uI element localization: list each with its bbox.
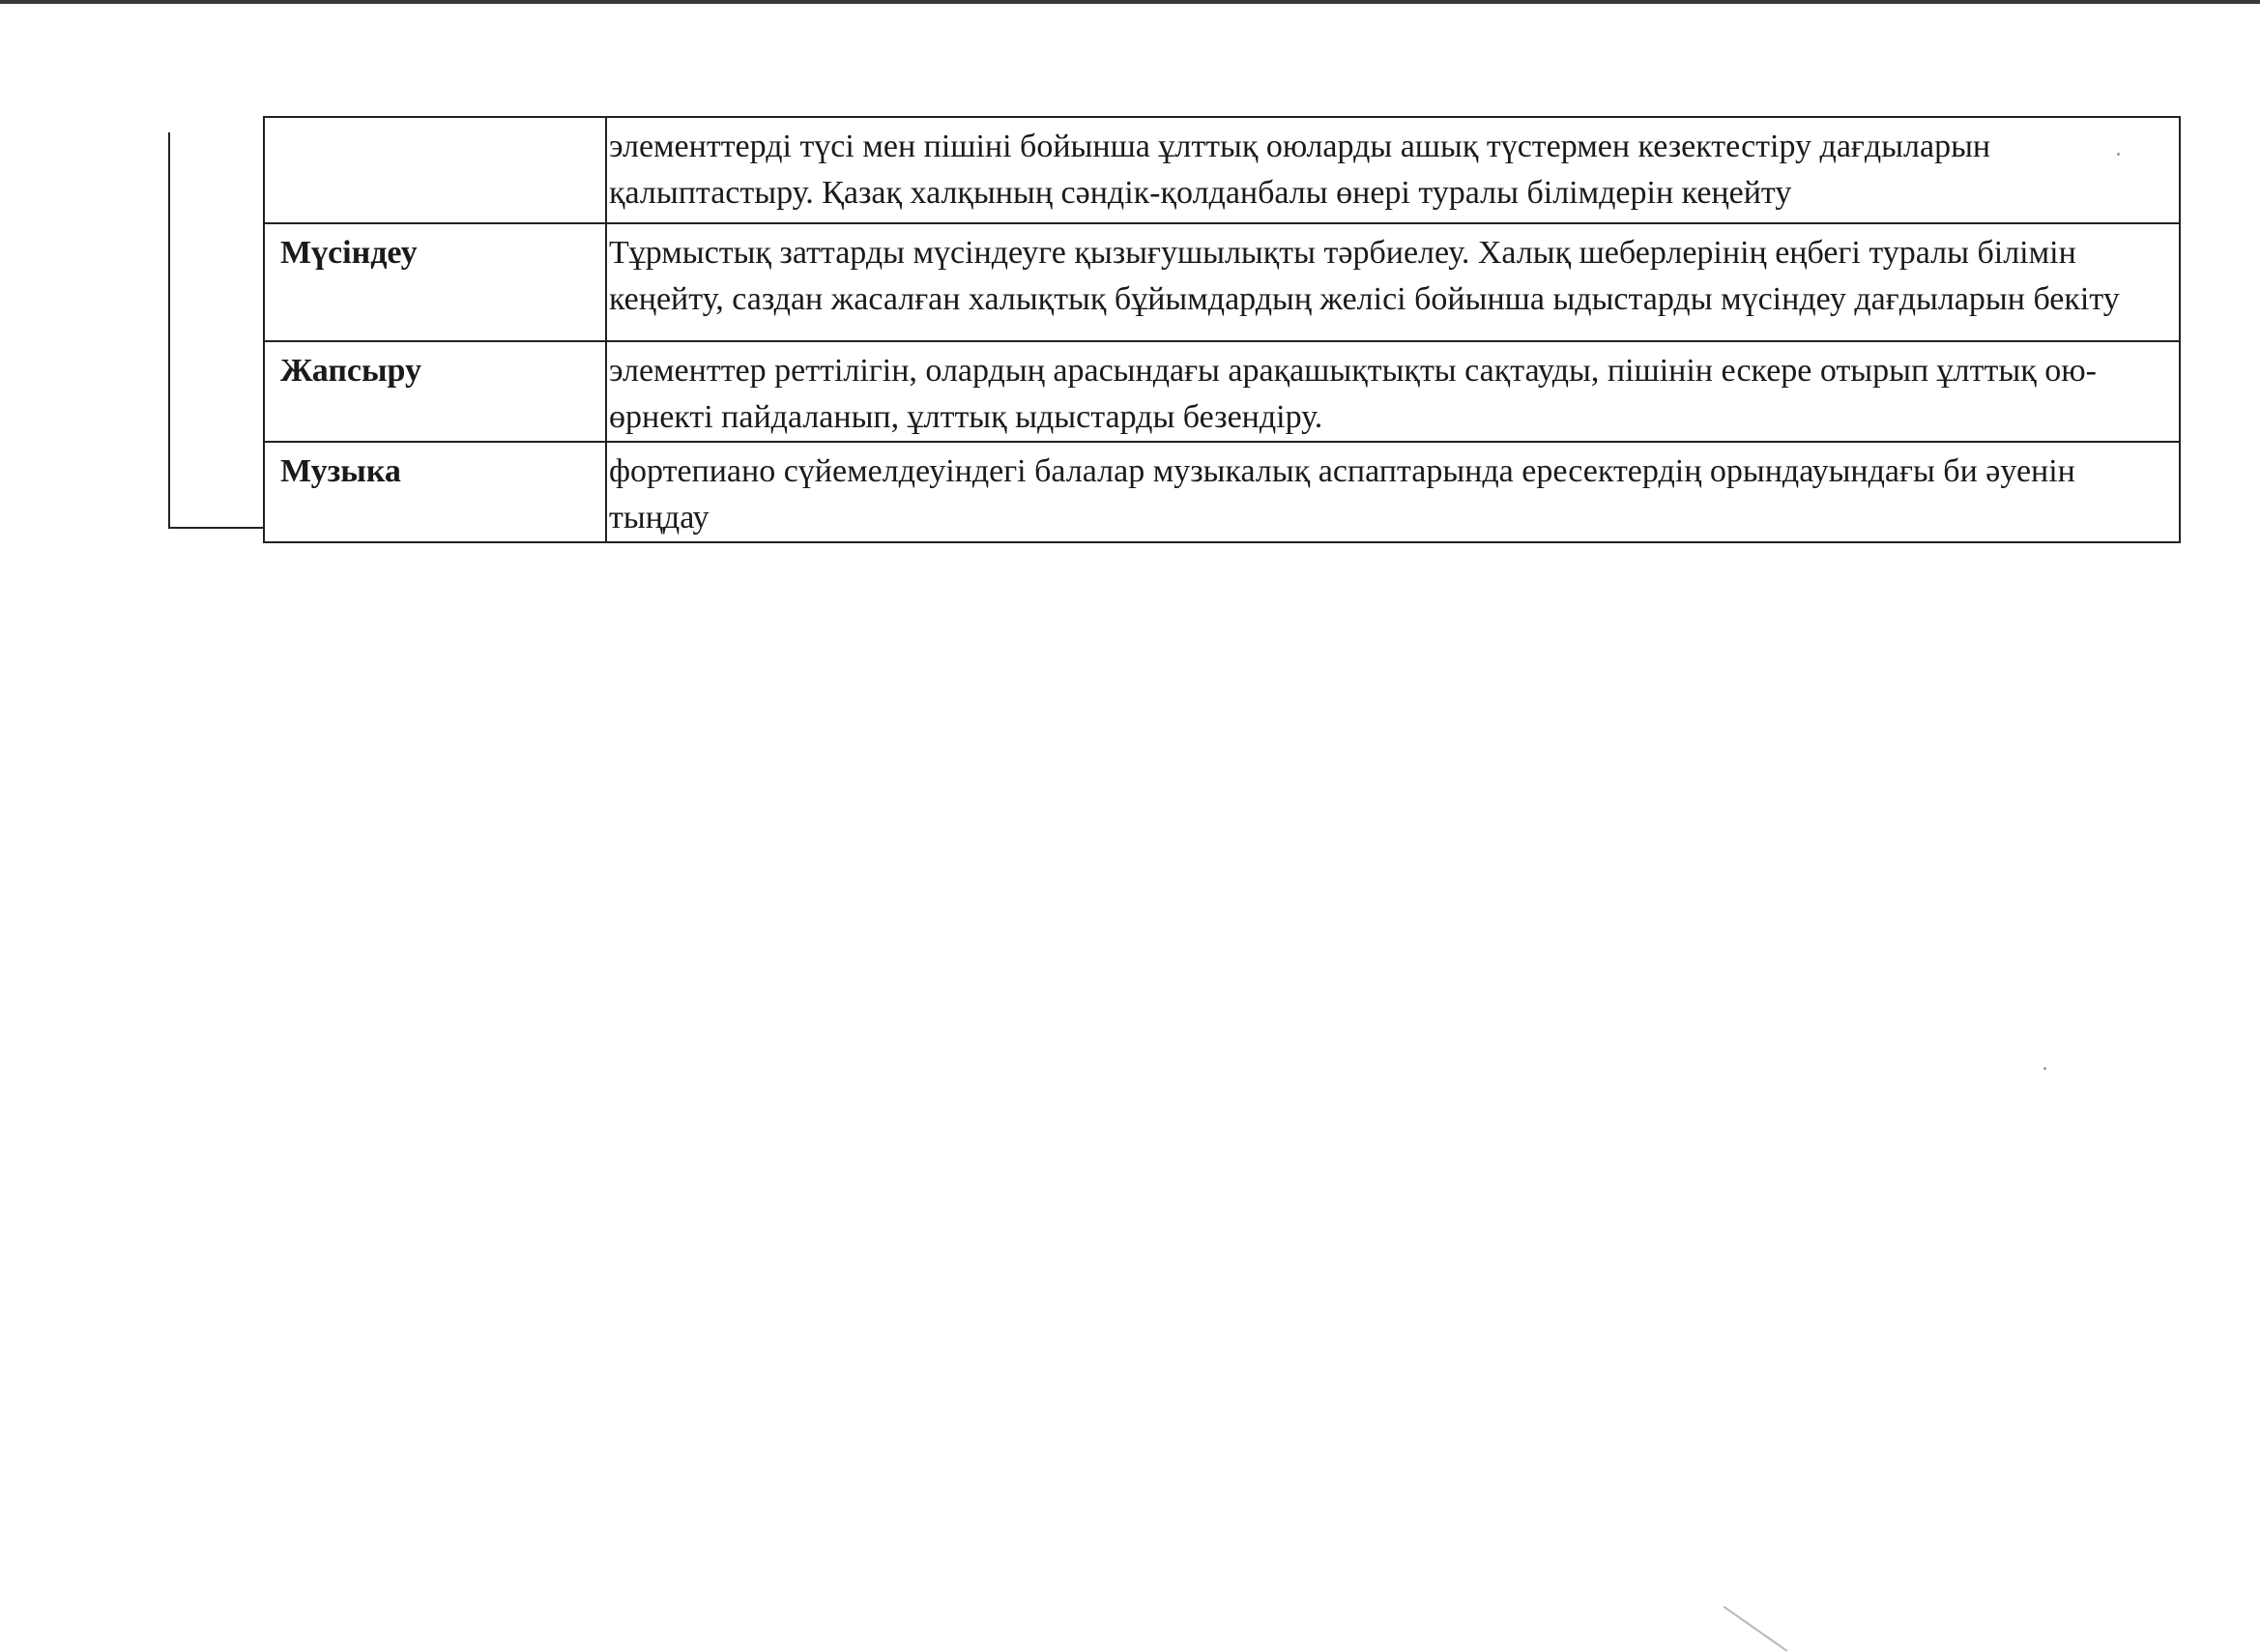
scan-speck: [2117, 153, 2120, 156]
outer-column-frame: [168, 132, 265, 529]
content-cell: Тұрмыстық заттарды мүсіндеуге қызығушылықты тәрбиелеу. Халық шеберлерінің еңбегі туралы білімін кеңейту, саздан жасалған халықтық бұйымдардың желісі бойынша ыдыстарды мүсіндеу дағдыларын бекіту: [606, 223, 2180, 341]
subject-cell: [264, 117, 606, 223]
subject-cell: Жапсыру: [264, 341, 606, 442]
subject-cell: Музыка: [264, 442, 606, 542]
content-cell: элементтер реттілігін, олардың арасындағы арақашықтықты сақтауды, пішінін ескере отырып ұлттық ою-өрнекті пайдаланып, ұлттық ыдыстарды безендіру.: [606, 341, 2180, 442]
table-row: [264, 223, 2180, 341]
subject-cell: Мүсіндеу: [264, 223, 606, 341]
content-cell: фортепиано сүйемелдеуіндегі балалар музыкалық аспаптарында ересектердің орындауындағы би әуенін тыңдау: [606, 442, 2180, 542]
scan-speck: [2043, 1067, 2046, 1070]
page-top-edge: [0, 0, 2260, 4]
scan-mark: [1724, 1606, 1788, 1652]
table-row: [264, 341, 2180, 442]
curriculum-table: [263, 116, 2181, 543]
content-cell: элементтерді түсі мен пішіні бойынша ұлттық оюларды ашық түстермен кезектестіру дағдыларын қалыптастыру. Қазақ халқының сәндік-қолданбалы өнері туралы білімдерін кеңейту: [606, 117, 2180, 223]
table-row: [264, 442, 2180, 542]
table-row: [264, 117, 2180, 223]
